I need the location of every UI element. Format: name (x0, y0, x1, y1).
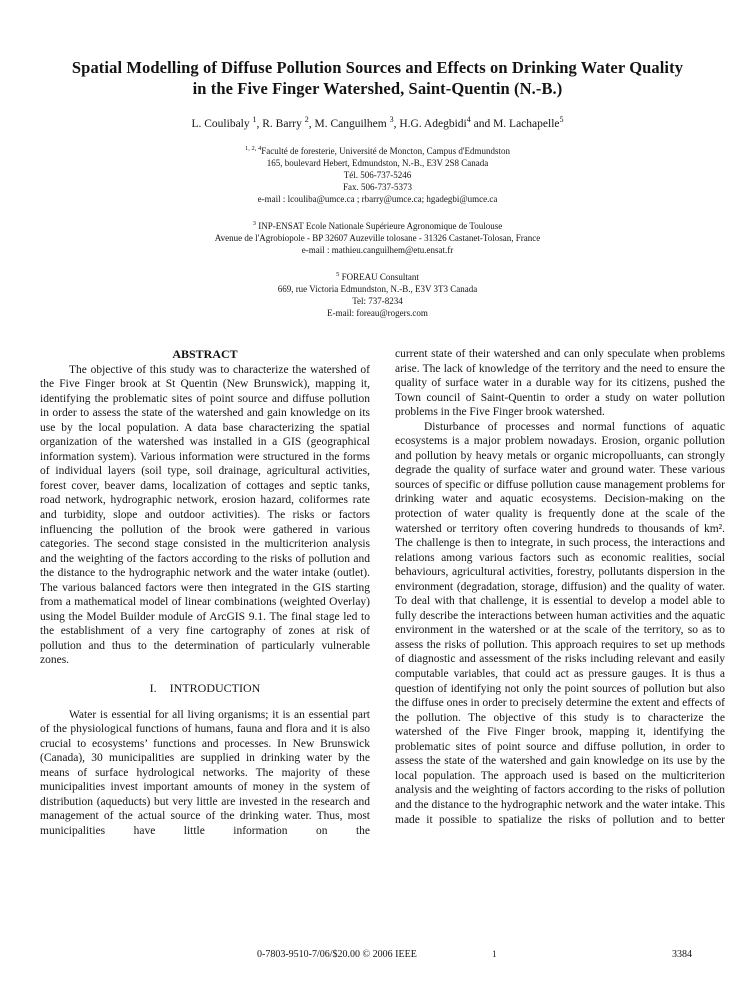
affiliation-block (0, 218, 755, 256)
author-affiliation-superscript: 5 (559, 115, 564, 124)
affiliation-line: 165, boulevard Hebert, Edmundston, N.-B., E3V 2S8 Canada (266, 157, 489, 168)
affiliation-block (0, 269, 755, 319)
section-heading-introduction (40, 681, 370, 696)
affiliation-superscript: 5 (336, 270, 340, 278)
author: L. Coulibaly $^1$, (191, 115, 263, 130)
affiliation-line: $^3$ INP-ENSAT Ecole Nationale Supérieure Agronomique de Toulouse (252, 219, 503, 231)
two-column-body (40, 347, 725, 839)
footer-page-code: 3384 (672, 949, 692, 960)
right-column (395, 347, 725, 839)
affiliation-line: e-mail : lcouliba@umce.ca ; rbarry@umce.ca; hgadegbi@umce.ca (257, 193, 498, 204)
affiliation-line: $^{1, 2, 4}$Faculté de foresterie, Université de Moncton, Campus d'Edmundston (244, 144, 511, 156)
affiliation-block (0, 143, 755, 205)
author: M. Lachapelle$^5$ (493, 115, 564, 130)
affiliation-line: $^5$ FOREAU Consultant (336, 270, 419, 282)
author-affiliation-superscript: 1 (252, 115, 257, 124)
affiliation-line: Tel: 737-8234 (352, 295, 403, 306)
abstract-heading: ABSTRACT (172, 347, 238, 361)
paper-header (0, 0, 755, 319)
affiliation-line: e-mail : mathieu.canguilhem@etu.ensat.fr (301, 244, 454, 255)
author: M. Canguilhem $^3$, (314, 115, 400, 130)
author-affiliation-superscript: 3 (389, 115, 394, 124)
left-column (40, 347, 370, 839)
abstract-text: The objective of this study was to characterize the watershed of the Five Finger brook at St Quentin (New Brunswick), mapping it, identifying the problematic sites of point source and diffuse pollution in order to assess the state of the watershed and gain knowledge on its use by the local population. A data base characterizing the spatial organization of the watershed was installed in a GIS (geographical information system). Various information were structured in the forms of individual layers (soil type, soil drainage, agricultural activities, forest cover, beaver dams, localization of cottages and septic tanks, road network, hydrographic network, erosion hazard, coliformes rate and turbidity, slope and outdoor activities). The risks or factors influencing the pollution of the brook were gathered in various categories. The second stage consisted in the multicriterion analysis and the weighting of the factors according to the risks of pollution and the distance to the hydrographic network and the water intake (outlet). The various balanced factors were then integrated in the GIS starting from a mathematical model of linear combinations (weighted Overlay) using the Model Builder module of ArcGIS 9.1. The final stage led to the establishment of a very fine cartography of zones at risk of pollution and thus to the determination of particularly vulnerable zones. (40, 363, 370, 667)
section-title: INTRODUCTION (169, 681, 261, 696)
paper-title-line1: Spatial Modelling of Diffuse Pollution Sources and Effects on Drinking Water Quality (71, 58, 684, 77)
author: H.G. Adegbidi$^4$ and (399, 115, 494, 130)
affiliation-line: Tél. 506-737-5246 (343, 169, 412, 180)
author: R. Barry $^2$, (262, 115, 315, 130)
section-number: I. (149, 681, 157, 696)
author-affiliation-superscript: 4 (466, 115, 471, 124)
affiliation-line: 669, rue Victoria Edmundston, N.-B., E3V 3T3 Canada (277, 283, 478, 294)
affiliation-line: E-mail: foreau@rogers.com (327, 307, 428, 318)
affiliation-line: Fax. 506-737-5373 (343, 181, 412, 192)
paper-title-line2: in the Five Finger Watershed, Saint-Quentin (N.-B.) (192, 79, 563, 98)
intro-paragraph-right-continuation: current state of their watershed and can only speculate when problems arise. The lack of knowledge of the territory and the need to ensure the quality of surface water in a durable way for its citizens, pushed the Town council of Saint-Quentin to order a study on water pollution problems in the Five Finger brook watershed. (395, 348, 725, 419)
paper-title (0, 57, 755, 99)
affiliation-superscript: 1, 2, 4 (244, 144, 262, 152)
author-affiliation-superscript: 2 (304, 115, 309, 124)
authors-line (0, 115, 755, 130)
footer-copyright: 0-7803-9510-7/06/$20.00 © 2006 IEEE (257, 949, 417, 960)
intro-paragraph-2: Disturbance of processes and normal functions of aquatic ecosystems is a major problem nowadays. Erosion, organic pollution and pollution by heavy metals or organic micropolluants, can strongly degrade the quality of surface water and ground water. These various sources of specific or diffuse pollution cause management problems for drinking water and aquatic ecosystems. Decision-making on the protection of water quality is frequently done at the scale of the watershed or territory often covering hundreds to thousands of km². The challenge is then to integrate, in such process, the interactions and relations among various factors such as economic realities, social behaviours, agricultural activities, forestry, pollutants dispersion in the environment (degradation, storage, diffusion) and the quality of water. To deal with that challenge, it is essential to develop a model able to fully describe the interactions between human activities and the aquatic environment in the watershed or at the scale of the territory, so as to assess the risks of pollution. This approach requires to set up methods of diagnostic and assessment of the risks including relevant and easily computable variables, that could act as pressure gauges. It is thus a question of identifying not only the point sources of pollution but also the diffuse ones in order to precisely determine the extent and effects of the pollution. The objective of this study is to characterize the watershed of the Five Finger brook, mapping it, identifying the problematic sites of point source and diffuse pollution, in order to assess the state of the watershed and gain knowledge on its use by the local population. The approach used is based on the multicriterion analysis and the weighting of factors according to the risks of pollution and the distance to the hydrographic network and the water intake. This made it possible to spatialize the risks of pollution and to better (395, 420, 725, 826)
affiliation-superscript: 3 (252, 219, 256, 227)
affiliation-line: Avenue de l'Agrobiopole - BP 32607 Auzeville tolosane - 31326 Castanet-Tolosan, France (214, 232, 541, 243)
footer-page-number: 1 (492, 949, 497, 959)
intro-paragraph-left: Water is essential for all living organisms; it is an essential part of the physiological functions of humans, fauna and flora and it is also crucial to ecosystems’ functions and processes. In New Brunswick (Canada), 30 municipalities are supplied in drinking water by the means of surface hydrological networks. The majority of these municipalities invest important amounts of money in the system of distribution (aqueducts) but very little are invested in the research and management of the actual source of the drinking water. Thus, most municipalities have little information on the (40, 708, 370, 837)
